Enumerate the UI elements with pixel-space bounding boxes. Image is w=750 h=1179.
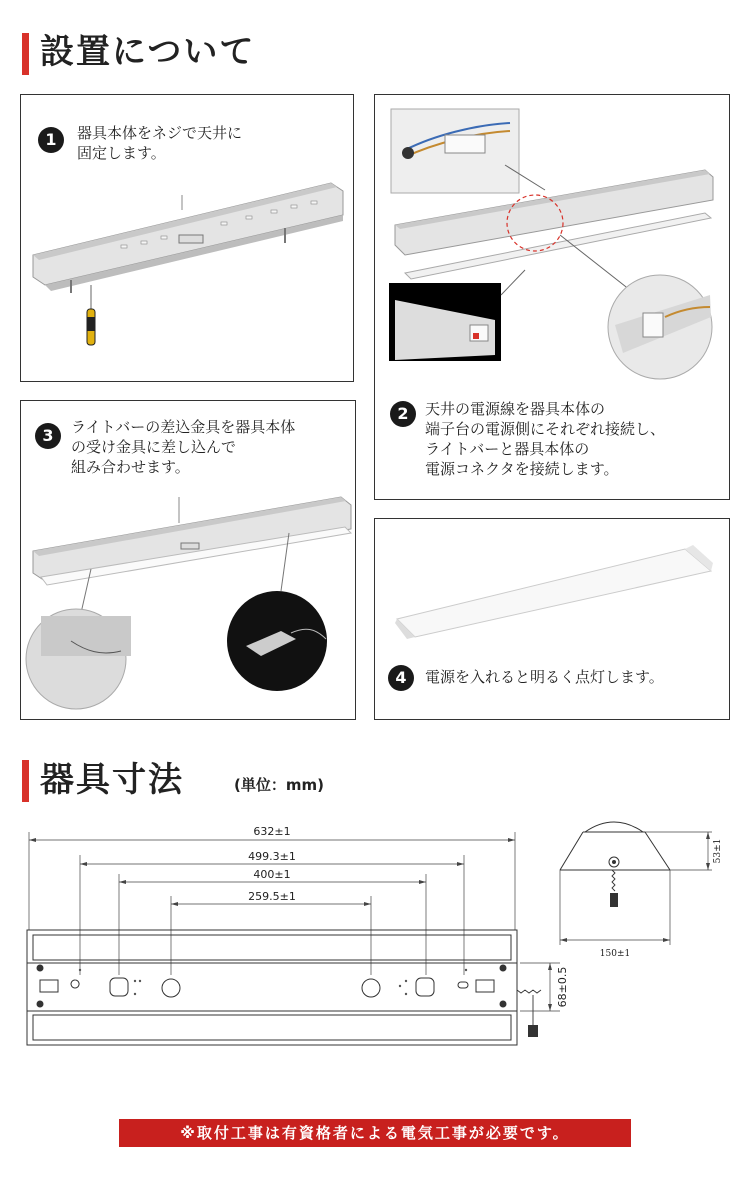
step-4-text: 電源を入れると明るく点灯します。 [425,668,664,686]
install-section-title: 設置について [40,32,256,72]
dim-total-length: 632±1 [253,825,291,838]
step-3-number: 3 [35,423,61,449]
electrical-work-notice: ※取付工事は有資格者による電気工事が必要です。 [119,1119,631,1147]
dim-height: 53±1 [713,838,723,864]
dim-width: 150±1 [599,949,631,959]
dim-depth: 68±0.5 [556,966,569,1008]
dim-span-2: 400±1 [253,868,291,881]
dim-span-1: 499.3±1 [248,850,296,863]
unit-note: (単位：mm) [234,776,324,794]
dim-span-3: 259.5±1 [248,890,296,903]
dimensions-section-title: 器具寸法 [40,760,184,800]
step-3-text: ライトバーの差込金具を器具本体 の受け金具に差し込んで 組み合わせます。 [71,418,296,476]
step-1-number: 1 [38,127,64,153]
step-4-number: 4 [388,665,414,691]
step-1-text: 器具本体をネジで天井に 固定します。 [77,124,243,162]
step-2-text: 天井の電源線を器具本体の 端子台の電源側にそれぞれ接続し、 ライトバーと器具本体の 電源コネクタを接続します。 [425,400,666,478]
step-2-number: 2 [390,401,416,427]
